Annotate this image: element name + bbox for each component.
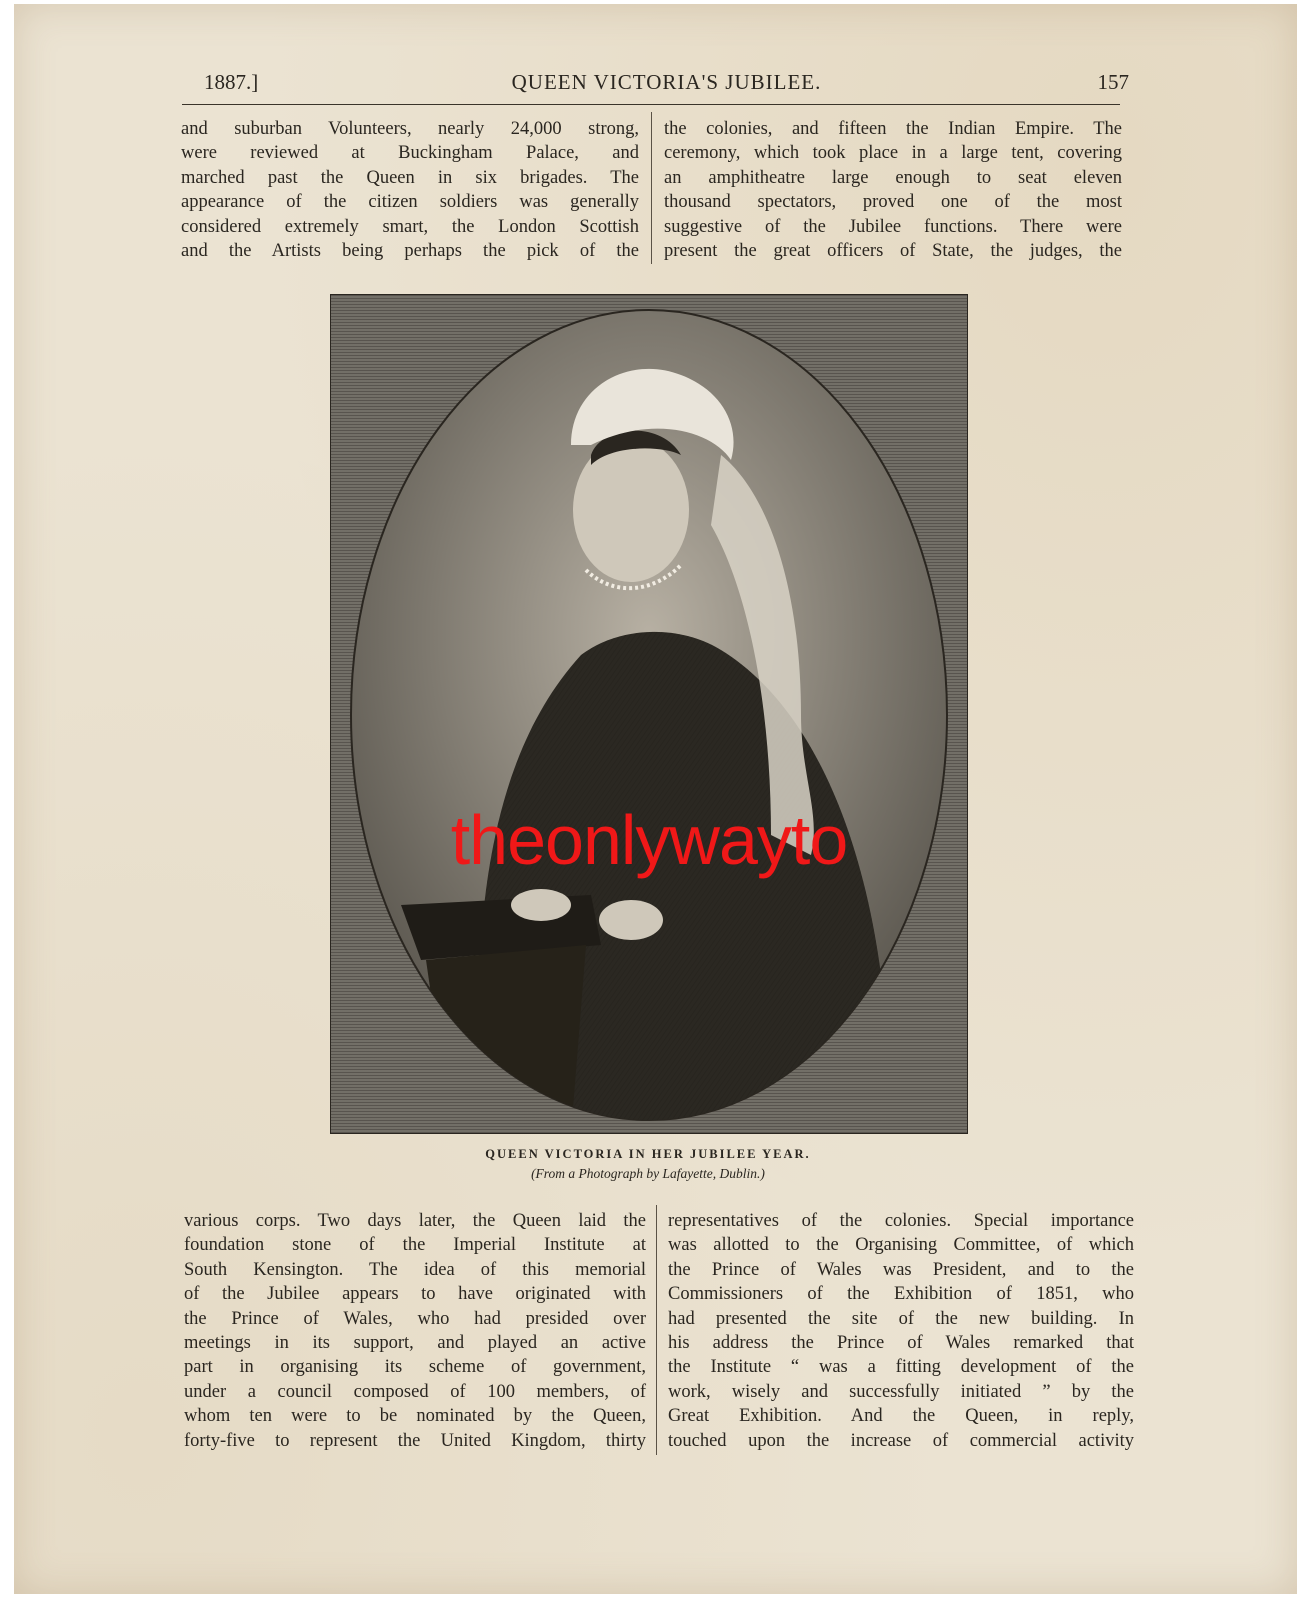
- header-rule: [182, 104, 1120, 105]
- figure-caption: QUEEN VICTORIA IN HER JUBILEE YEAR.: [485, 1147, 811, 1161]
- figure-credit: (From a Photograph by Lafayette, Dublin.): [531, 1166, 765, 1181]
- portrait-illustration: [331, 295, 967, 1133]
- text-line: his address the Prince of Wales remarked that: [668, 1332, 1134, 1353]
- text-line: had presented the site of the new building. In: [668, 1308, 1134, 1329]
- text-line: whom ten were to be nominated by the Queen,: [184, 1406, 646, 1427]
- text-line: suggestive of the Jubilee functions. There were: [664, 216, 1122, 237]
- running-header: [204, 66, 1129, 100]
- text-line: forty-five to represent the United Kingdom, thirty: [184, 1430, 646, 1451]
- text-line: the Prince of Wales, who had presided over: [184, 1308, 646, 1329]
- text-line: present the great officers of State, the judges, the: [664, 240, 1122, 261]
- header-year: 1887.]: [204, 70, 259, 94]
- column-top-right: [664, 117, 1122, 263]
- text-line: of the Jubilee appears to have originated with: [184, 1284, 646, 1305]
- text-line: an amphitheatre large enough to seat eleven: [664, 167, 1122, 188]
- column-bottom-right: [668, 1209, 1134, 1453]
- column-bottom-left: [184, 1209, 646, 1453]
- text-line: thousand spectators, proved one of the most: [664, 192, 1122, 213]
- text-line: marched past the Queen in six brigades. The: [181, 167, 639, 188]
- text-line: was allotted to the Organising Committee, of which: [668, 1235, 1134, 1256]
- text-line: the colonies, and fifteen the Indian Empire. The: [664, 119, 1122, 139]
- text-line: touched upon the increase of commercial activity: [668, 1430, 1134, 1451]
- text-line: South Kensington. The idea of this memorial: [184, 1259, 646, 1280]
- text-line: appearance of the citizen soldiers was generally: [181, 192, 639, 213]
- page-number: 157: [1097, 70, 1129, 94]
- text-line: Commissioners of the Exhibition of 1851, who: [668, 1284, 1134, 1305]
- text-line: foundation stone of the Imperial Institute at: [184, 1235, 646, 1256]
- column-top-left: [181, 117, 639, 263]
- text-line: under a council composed of 100 members, of: [184, 1381, 646, 1402]
- text-line: ceremony, which took place in a large tent, covering: [664, 143, 1122, 164]
- header-title: QUEEN VICTORIA'S JUBILEE.: [511, 70, 822, 94]
- text-line: and the Artists being perhaps the pick of the: [181, 240, 639, 261]
- text-line: part in organising its scheme of government,: [184, 1357, 646, 1378]
- text-line: the Institute “ was a fitting development of the: [668, 1357, 1134, 1378]
- portrait-engraving: [330, 294, 968, 1134]
- text-line: and suburban Volunteers, nearly 24,000 strong,: [181, 119, 639, 139]
- text-line: various corps. Two days later, the Queen laid the: [184, 1211, 646, 1231]
- text-line: considered extremely smart, the London Scottish: [181, 216, 639, 237]
- watermark-text: theonlywayto: [450, 801, 848, 879]
- text-line: Great Exhibition. And the Queen, in reply,: [668, 1406, 1134, 1427]
- text-line: representatives of the colonies. Special importance: [668, 1211, 1134, 1231]
- column-divider: [651, 112, 652, 264]
- column-divider: [656, 1205, 657, 1455]
- face-shape: [573, 438, 689, 582]
- text-line: the Prince of Wales was President, and to the: [668, 1259, 1134, 1280]
- text-line: work, wisely and successfully initiated ” by the: [668, 1381, 1134, 1402]
- text-line: were reviewed at Buckingham Palace, and: [181, 143, 639, 164]
- text-line: meetings in its support, and played an active: [184, 1332, 646, 1353]
